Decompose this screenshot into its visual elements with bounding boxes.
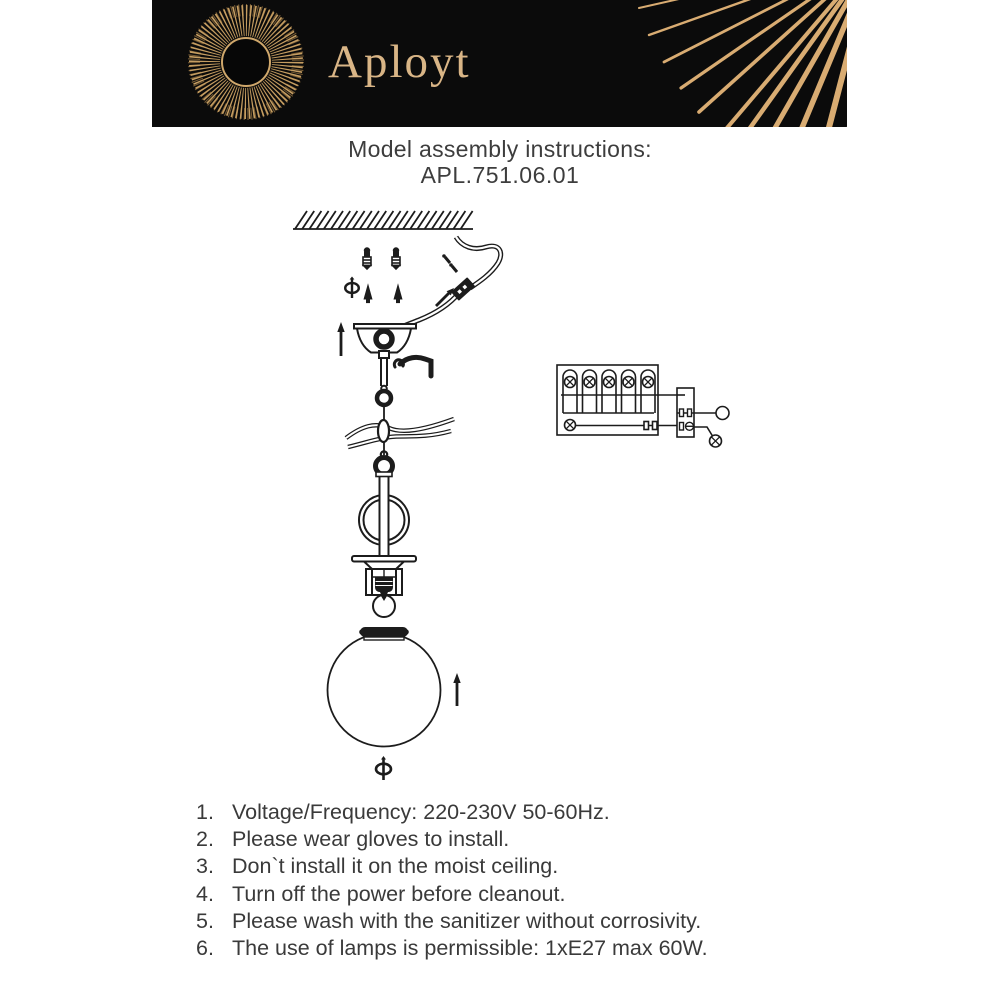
lamp-symbols [565, 377, 654, 431]
item-text: Please wash with the sanitizer without corrosivity. [232, 908, 702, 933]
screw-icon [365, 287, 401, 302]
list-item [196, 853, 708, 880]
list-item [196, 935, 708, 962]
pendant-lamp-symbol [710, 435, 722, 447]
wiring-diagram [557, 365, 729, 447]
item-text: Please wear gloves to install. [232, 827, 510, 852]
screw-rotation-icon [345, 277, 359, 299]
item-text: Voltage/Frequency: 220-230V 50-60Hz. [232, 800, 610, 824]
glass-globe [328, 627, 441, 747]
brand-banner [152, 0, 847, 127]
switch-circle [716, 407, 729, 420]
globe-arrow-up-icon [453, 673, 460, 706]
list-item [196, 881, 708, 908]
mounting-flange [352, 556, 416, 569]
list-item [196, 908, 708, 935]
instructions-list [196, 799, 708, 962]
globe-screw-rotation-icon [376, 756, 391, 780]
hook-icon [394, 357, 431, 376]
suspension-ring [377, 391, 391, 405]
item-number: 6. [196, 935, 214, 960]
ceiling-canopy [354, 324, 416, 358]
item-number: 2. [196, 827, 214, 852]
lamp-socket-e27 [366, 569, 402, 617]
list-item [196, 826, 708, 853]
item-text: Don`t install it on the moist ceiling. [232, 854, 559, 879]
wall-plug-icon [363, 248, 400, 269]
item-number: 4. [196, 881, 214, 906]
brand-wordmark: Aployt [328, 36, 471, 88]
item-number: 5. [196, 908, 214, 933]
assembly-diagram [280, 200, 760, 790]
title-block [0, 136, 1000, 188]
suspension-rod [381, 358, 387, 391]
arrow-up-icon [337, 322, 344, 356]
model-number: APL.751.06.01 [420, 162, 580, 188]
item-text: Turn off the power before cleanout. [232, 881, 566, 906]
item-text: The use of lamps is permissible: 1xE27 max 60W. [232, 935, 708, 960]
page-title: Model assembly instructions: [348, 136, 652, 162]
chain-link-wires [346, 419, 454, 447]
power-wire-connector [389, 237, 501, 333]
ceiling-hatch-icon [293, 211, 473, 229]
list-item [196, 799, 708, 826]
item-number: 3. [196, 854, 214, 879]
sunburst-logo-icon [184, 0, 308, 124]
item-number: 1. [196, 800, 214, 824]
decorative-rays [587, 0, 847, 127]
terminal-block [677, 388, 694, 437]
